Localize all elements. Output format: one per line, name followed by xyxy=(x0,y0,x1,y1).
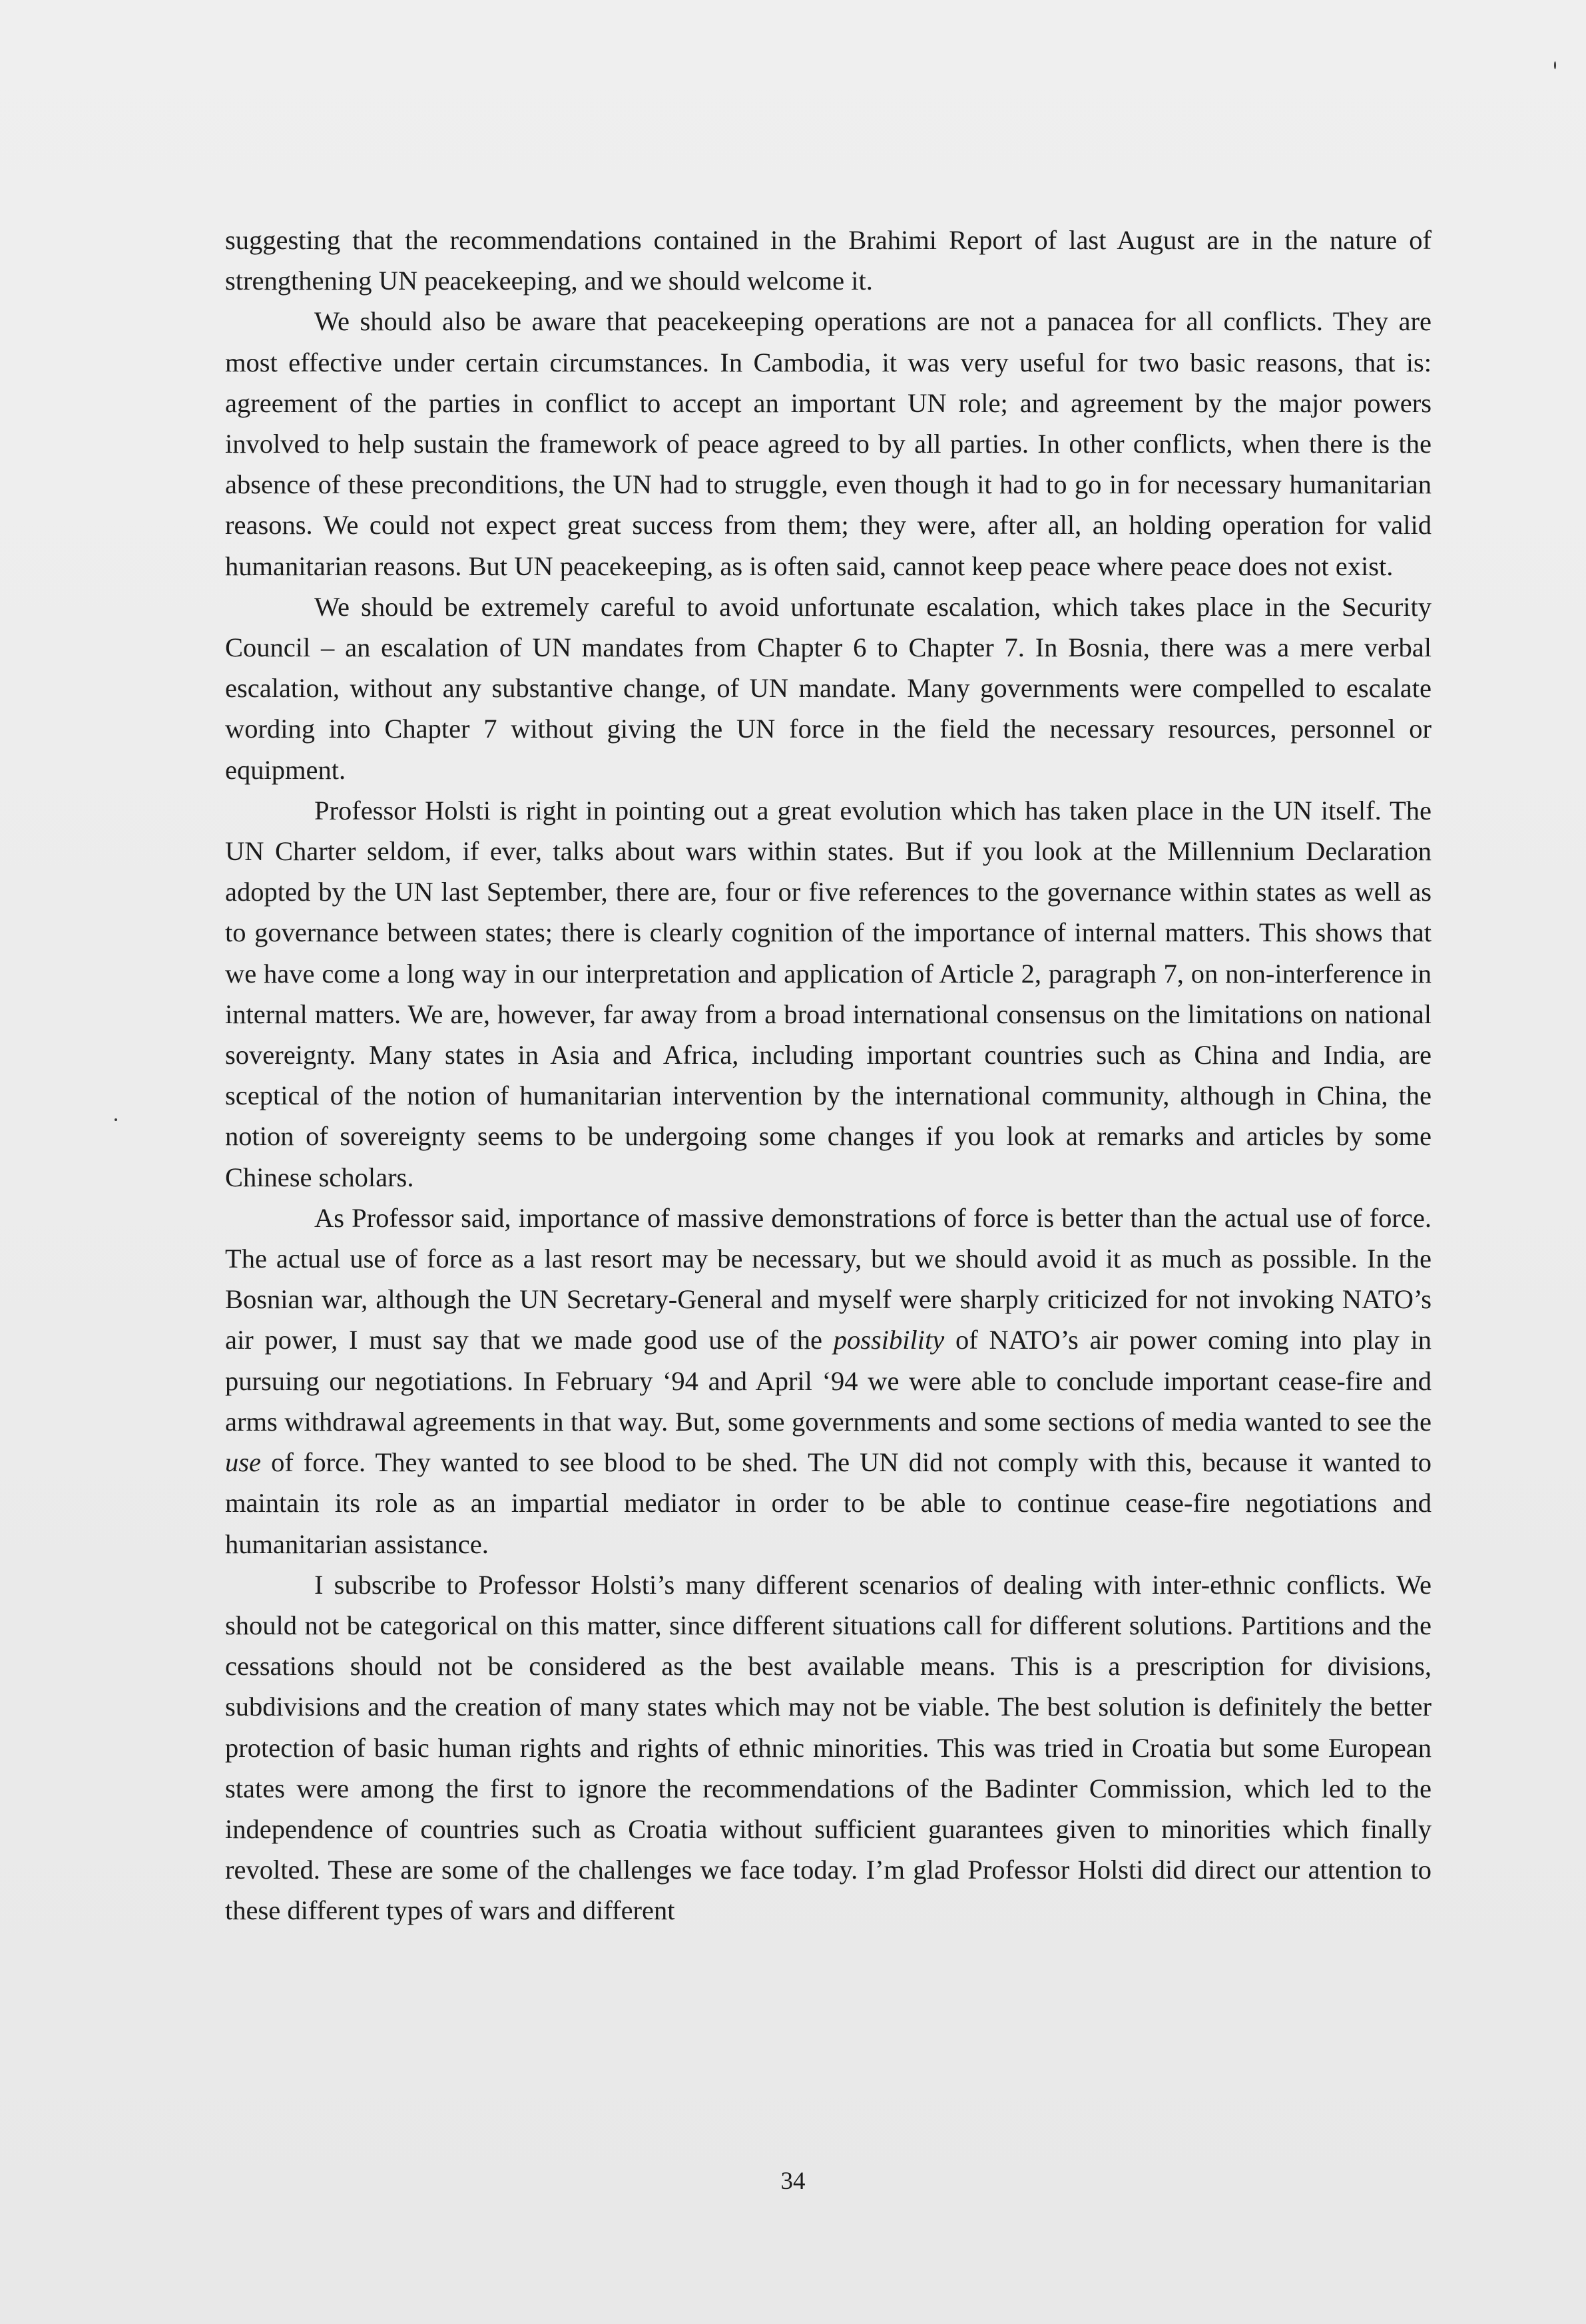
paragraph-1: suggesting that the recommendations contained in the Brahimi Report of last August are in the nature of strengthening UN peacekeeping, and we should welcome it. xyxy=(225,225,1432,296)
scan-speck xyxy=(1554,61,1556,69)
page-number: 34 xyxy=(780,2168,806,2195)
paragraph-5-italic-use: use xyxy=(225,1447,261,1478)
body-text xyxy=(225,220,1432,1931)
paragraph-5 xyxy=(225,1198,1432,1564)
paragraph-5-part-3: of force. They wanted to see blood to be shed. The UN did not comply with this, because it wanted to maintain its role as an impartial mediator in order to be able to continue cease-fire negotiations and humanitarian assistance. xyxy=(225,1447,1432,1559)
paragraph-5-part-1: As Professor said, importance of massive demonstrations of force is better than the actual use of force. The actual use of force as a last resort may be necessary, but we should avoid it as much as possible. In the Bosnian war, although the UN Secretary-General and myself were sharply criticized for not invoking NATO’s air power, I must say that we made good use of the xyxy=(225,1202,1432,1355)
paragraph-5-part-2: of NATO’s air power coming into play in pursuing our negotiations. In February ‘94 and April ‘94 we were able to conclude important cease-fire and arms withdrawal agreements in that way. But, some governments and some sections of media wanted to see the xyxy=(225,1325,1432,1437)
paragraph-2: We should also be aware that peacekeeping operations are not a panacea for all conflicts. They are most effective under certain circumstances. In Cambodia, it was very useful for two basic reasons, that is: agreement of the parties in conflict to accept an important UN role; and agreement by the major powers involved to help sustain the framework of peace agreed to by all parties. In other conflicts, when there is the absence of these preconditions, the UN had to struggle, even though it had to go in for necessary humanitarian reasons. We could not expect great success from them; they were, after all, an holding operation for valid humanitarian reasons. But UN peacekeeping, as is often said, cannot keep peace where peace does not exist. xyxy=(225,306,1432,581)
scan-speck xyxy=(115,1118,117,1121)
paragraph-6: I subscribe to Professor Holsti’s many different scenarios of dealing with inter-ethnic conflicts. We should not be categorical on this matter, since different situations call for different solutions. Partitions and the cessations should not be considered as the best available means. This is a prescription for divisions, subdivisions and the creation of many states which may not be viable. The best solution is definitely the better protection of basic human rights and rights of ethnic minorities. This was tried in Croatia but some European states were among the first to ignore the recommendations of the Badinter Commission, which led to the independence of countries such as Croatia without sufficient guarantees given to minorities which finally revolted. These are some of the challenges we face today. I’m glad Professor Holsti did direct our attention to these different types of wars and different xyxy=(225,1569,1432,1926)
paragraph-5-italic-possibility: possibility xyxy=(833,1325,945,1355)
paragraph-3: We should be extremely careful to avoid unfortunate escalation, which takes place in the Security Council – an escalation of UN mandates from Chapter 6 to Chapter 7. In Bosnia, there was a mere verbal escalation, without any substantive change, of UN mandate. Many governments were compelled to escalate wording into Chapter 7 without giving the UN force in the field the necessary resources, personnel or equipment. xyxy=(225,591,1432,785)
paragraph-4: Professor Holsti is right in pointing out a great evolution which has taken place in the UN itself. The UN Charter seldom, if ever, talks about wars within states. But if you look at the Millennium Declaration adopted by the UN last September, there are, four or five references to the governance within states as well as to governance between states; there is clearly cognition of the importance of internal matters. This shows that we have come a long way in our interpretation and application of Article 2, paragraph 7, on non-interference in internal matters. We are, however, far away from a broad international consensus on the limitations on national sovereignty. Many states in Asia and Africa, including important countries such as China and India, are sceptical of the notion of humanitarian intervention by the international community, although in China, the notion of sovereignty seems to be undergoing some changes if you look at remarks and articles by some Chinese scholars. xyxy=(225,795,1432,1192)
